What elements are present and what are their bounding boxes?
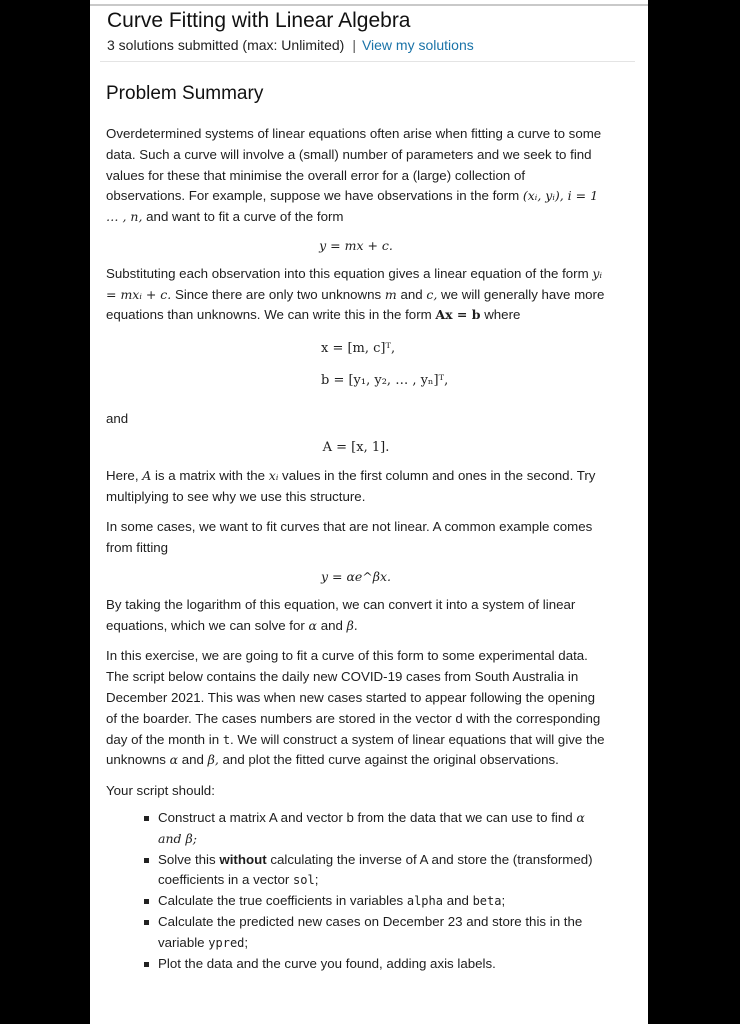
- script-requirements-label: Your script should:: [106, 783, 215, 799]
- equation-b: b = [y₁, y₂, … , yₙ]ᵀ,: [321, 373, 449, 389]
- submission-info: [107, 37, 474, 53]
- equation-exponential: y = αe^βx.: [320, 568, 392, 584]
- list-item: Plot the data and the curve you found, adding axis labels.: [158, 954, 606, 975]
- equation-block: [106, 335, 606, 399]
- page-title: Curve Fitting with Linear Algebra: [107, 9, 411, 32]
- equation-x: x = [m, c]ᵀ,: [321, 341, 396, 357]
- solutions-count: 3 solutions submitted (max: Unlimited): [107, 37, 345, 53]
- paragraph-nonlinear: In some cases, we want to fit curves that are not linear. A common example comes from fitting: [106, 519, 593, 556]
- separator: |: [352, 37, 356, 53]
- problem-description: [106, 124, 606, 974]
- list-item: Construct a matrix A and vector b from the data that we can use to find α and β;: [158, 808, 606, 850]
- divider: [100, 61, 635, 62]
- summary-heading: Problem Summary: [106, 83, 264, 104]
- problem-page: [90, 0, 648, 1024]
- requirements-list: [106, 808, 606, 974]
- paragraph-exercise: In this exercise, we are going to fit a curve of this form to some experimental data. The script below contains the daily new COVID-19 cases from South Australia in December 2021. This was when new cases started to appear following the opening of the boarder. The cases numbers are stored in the vector d with the corresponding day of the month in t. We will construct a system of linear equations that will give the unknowns α and β, and plot the fitted curve against the original observations.: [106, 648, 605, 768]
- list-item: Calculate the predicted new cases on December 23 and store this in the variable ypred;: [158, 912, 606, 954]
- list-item: Calculate the true coefficients in variables alpha and beta;: [158, 891, 606, 912]
- paragraph-logarithm: By taking the logarithm of this equation, we can convert it into a system of linear equations, which we can solve for α and β.: [106, 596, 576, 633]
- equation-line: y = mx + c.: [319, 237, 393, 253]
- equation-A: A = [x, 1].: [322, 439, 390, 455]
- paragraph-substitution: Substituting each observation into this equation gives a linear equation of the form yᵢ = mxᵢ + c. Since there are only two unknowns m and c, we will generally have more equations than unknowns. We can write this in the form Ax = b where: [106, 265, 605, 323]
- view-solutions-link[interactable]: View my solutions: [361, 37, 474, 53]
- paragraph-intro: Overdetermined systems of linear equations often arise when fitting a curve to some data. Such a curve will involve a (small) number of parameters and we seek to find values for these that minimise the overall error for a (large) collection of observations. For example, suppose we have observations in the form (xᵢ, yᵢ), i = 1 … , n, and want to fit a curve of the form: [106, 126, 602, 225]
- paragraph-matrix: Here, A is a matrix with the xᵢ values in the first column and ones in the second. Try multiplying to see why we use this structure.: [106, 467, 596, 504]
- list-item: Solve this without calculating the inverse of A and store the (transformed) coefficients in a vector sol;: [158, 850, 606, 892]
- and-label: and: [106, 411, 129, 427]
- top-border: [90, 4, 648, 6]
